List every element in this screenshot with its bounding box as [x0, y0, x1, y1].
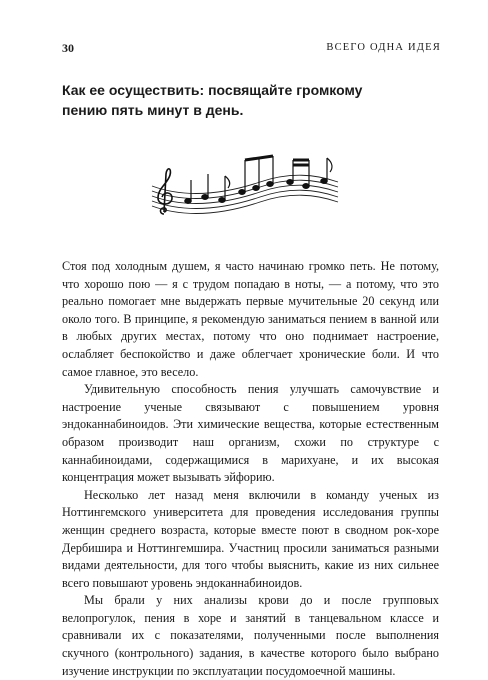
section-heading: Как ее осуществить: посвящайте громкому пению пять минут в день. [62, 82, 363, 118]
music-staff-illustration [150, 148, 340, 220]
page-number: 30 [62, 41, 74, 55]
running-head: ВСЕГО ОДНА ИДЕЯ [326, 42, 441, 53]
body-text [62, 258, 439, 680]
paragraph: Удивительную способность пения улучшать самочувствие и настроение ученые связывают с повышением уровня эндоканнабиноидов. Эти химические вещества, которые естественным образом производит наш организм, схожи по структуре с каннабиноидами, содержащимися в марихуане, и их высокая концентрация может вызывать эйфорию. [62, 382, 439, 485]
paragraph: Мы брали у них анализы крови до и после групповых велопрогулок, пения в хоре и занятий в танцевальном классе и сравнивали их с показателями, полученными после выполнения скучного (контрольного) задания, в качестве которого было выбрано изучение инструкции по эксплуатации посудомоечной машины. [62, 593, 439, 678]
paragraph: Стоя под холодным душем, я часто начинаю громко петь. Не потому, что хорошо пою — я с трудом попадаю в ноты, — а потому, что это реально помогает мне выдержать первые мучительные 20 секунд или около того. В принципе, я рекомендую заниматься пением в ванной или в любых других местах, потому что оно поднимает настроение, ослабляет беспокойство и даже облегчает хронические боли. И что самое главное, это весело. [62, 259, 439, 379]
paragraph: Несколько лет назад меня включили в команду ученых из Ноттингемского университета для проведения исследования группы женщин среднего возраста, которые вместе поют в сводном рок-хоре Дербишира и Ноттингемшира. Участниц просили заниматься разными видами деятельности, для того чтобы выяснить, какие из них сильнее всего повышают уровень эндоканнабиноидов. [62, 487, 439, 590]
